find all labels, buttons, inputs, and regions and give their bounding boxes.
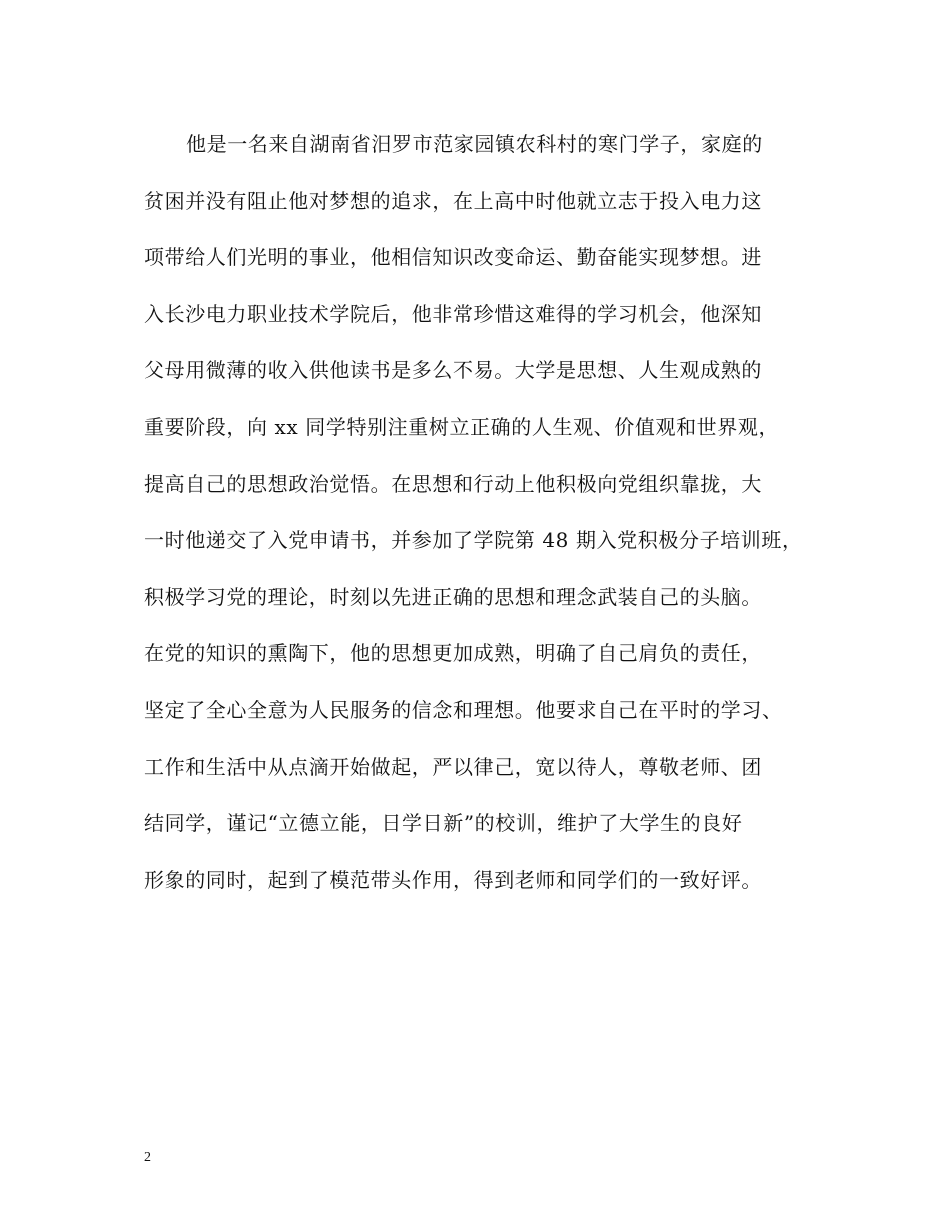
paragraph-line: 贫困并没有阻止他对梦想的追求，在上高中时他就立志于投入电力这 (144, 188, 762, 213)
paragraph-line: 提高自己的思想政治觉悟。在思想和行动上他积极向党组织靠拢，大 (144, 471, 762, 496)
paragraph-line: 重要阶段，向 xx 同学特别注重树立正确的人生观、价值观和世界观， (144, 414, 780, 439)
body-paragraph (144, 124, 824, 916)
paragraph-line: 他是一名来自湖南省汨罗市范家园镇农科村的寒门学子，家庭的 (186, 132, 763, 156)
paragraph-line: 一时他递交了入党申请书，并参加了学院第 48 期入党积极分子培训班， (144, 528, 803, 553)
paragraph-line: 项带给人们光明的事业，他相信知识改变命运、勤奋能实现梦想。进 (144, 245, 762, 270)
paragraph-line: 在党的知识的熏陶下，他的思想更加成熟，明确了自己肩负的责任， (144, 641, 762, 666)
paragraph-line: 坚定了全心全意为人民服务的信念和理想。他要求自己在平时的学习、 (144, 697, 783, 722)
page-number: 2 (144, 1150, 151, 1165)
paragraph-line: 入长沙电力职业技术学院后，他非常珍惜这难得的学习机会，他深知 (144, 301, 762, 326)
paragraph-line: 结同学，谨记“立德立能，日学日新”的校训，维护了大学生的良好 (144, 811, 743, 836)
paragraph-line: 父母用微薄的收入供他读书是多么不易。大学是思想、人生观成熟的 (144, 358, 762, 383)
paragraph-line: 积极学习党的理论，时刻以先进正确的思想和理念武装自己的头脑。 (144, 584, 762, 609)
paragraph-line: 形象的同时，起到了模范带头作用，得到老师和同学们的一致好评。 (144, 867, 762, 892)
paragraph-line: 工作和生活中从点滴开始做起，严以律己，宽以待人，尊敬老师、团 (144, 754, 762, 779)
